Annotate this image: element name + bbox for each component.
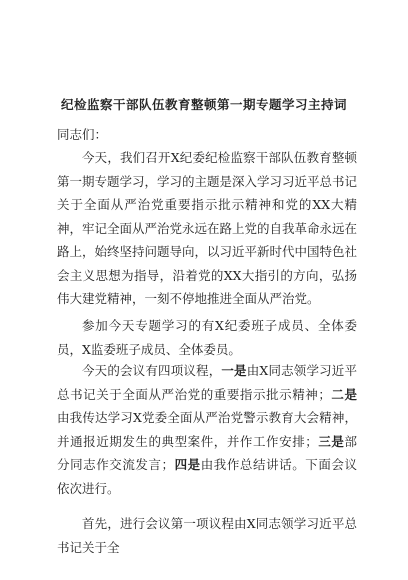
document-title: 纪检监察干部队伍教育整顿第一期专题学习主持词: [60, 97, 347, 112]
agenda-marker-4: 四是: [174, 457, 201, 472]
greeting: 同志们：: [57, 127, 108, 142]
paragraph-agenda: [57, 359, 357, 500]
agenda-item-4: 由我作总结讲话。下面会议依次进行。: [57, 457, 357, 496]
paragraph-first-item: 首先，进行会议第一项议程由X同志领学习近平总书记关于全: [57, 516, 357, 555]
agenda-marker-1: 一是: [221, 363, 247, 378]
agenda-marker-2: 二是: [330, 386, 357, 402]
agenda-intro: 今天的会议有四项议程，: [82, 363, 222, 378]
paragraph-opening: 今天，我们召开X纪委纪检监察干部队伍教育整顿第一期专题学习，学习的主题是深入学习习近平总书记关于全面从严治党重要指示批示精神和党的XX大精神，牢记全面从严治党永远在路上党的自我革命永远在路上，始终坚持问题导向，以习近平新时代中国特色社会主义思想为指导，沿着党的XX大指引的方向，弘扬伟大建党精神，一刻不停地推进全面从严治党。: [57, 150, 358, 306]
agenda-item-1: 由X同志领学习近平总书记关于全面从严治党的重要指示批示精神；: [57, 363, 357, 402]
agenda-marker-3: 三是: [317, 433, 345, 449]
agenda-item-3: 部分同志作交流发言；: [57, 433, 357, 472]
agenda-item-2: 由我传达学习X党委全面从严治党警示教育大会精神，并通报近期发生的典型案件，并作工作安排；: [57, 410, 357, 449]
paragraph-attendees: 参加今天专题学习的有X纪委班子成员、全体委员，X监委班子成员、全体委员。: [57, 318, 357, 357]
